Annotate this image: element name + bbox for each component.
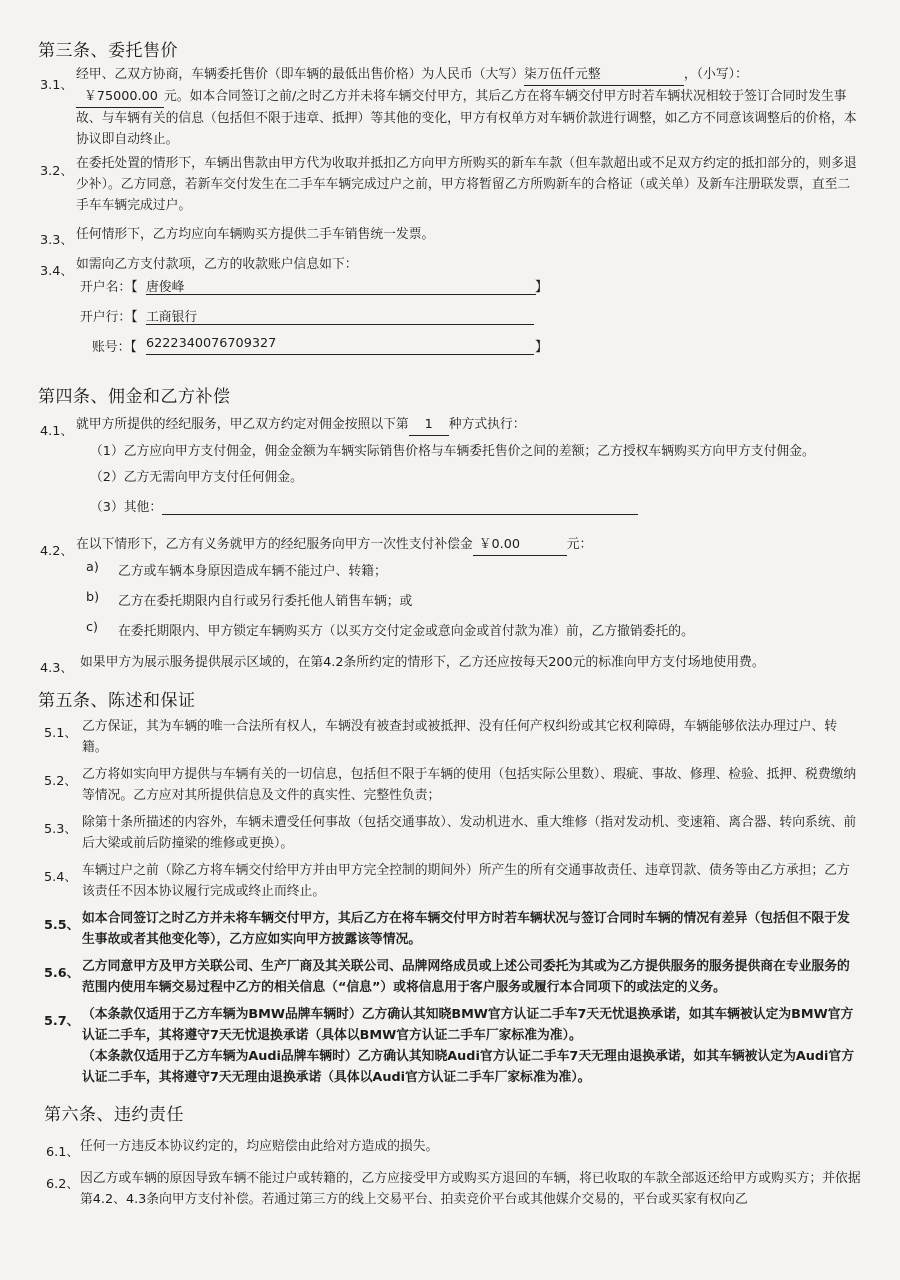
account-number-field: 6222340076709327 [146, 336, 534, 355]
commission-option-2: （2）乙方无需向甲方支付任何佣金。 [90, 470, 303, 485]
account-number-label: 账号：【 [92, 340, 137, 355]
article-5-title: 第五条、陈述和保证 [38, 691, 196, 711]
clause-5-4-number: 5.4、 [44, 870, 78, 885]
clause-3-1-text-c: 元。如本合同签订之前/之时乙方并未将车辆交付甲方，其后乙方在将车辆交付甲方时若车辆状况相较于签订合同时发生事故、与车辆有关的信息（包括但不限于违章、抵押）等其他的变化，甲方有权单方对车辆价款进行调整，如乙方不同意该调整后的价格，本协议即自动终止。 [76, 89, 857, 147]
account-bank-field: 工商银行 [146, 306, 534, 325]
clause-3-1-text-b: ，（小写）： [683, 67, 748, 82]
item-c-label: c) [86, 620, 99, 635]
clause-3-4-number: 3.4、 [40, 264, 74, 279]
clause-5-3: 除第十条所描述的内容外，车辆未遭受任何事故（包括交通事故）、发动机进水、重大维修（指对发动机、变速箱、离合器、转向系统、前后大梁或前后防撞梁的维修或更换）。 [82, 815, 857, 851]
clause-4-1-text-a: 就甲方所提供的经纪服务，甲乙双方约定对佣金按照以下第 [76, 417, 409, 432]
article-3-title: 第三条、委托售价 [38, 41, 178, 61]
account-number-close-bracket: 】 [535, 340, 548, 355]
clause-5-2-number: 5.2、 [44, 774, 78, 789]
clause-5-6: 乙方同意甲方及甲方关联公司、生产厂商及其关联公司、品牌网络成员或上述公司委托为其或为乙方提供服务的服务提供商在专业服务的范围内使用车辆交易过程中乙方的相关信息（“信息”）或将信息用于客户服务或履行本合同项下的或法定的义务。 [82, 959, 850, 995]
clause-3-4: 如需向乙方支付款项，乙方的收款账户信息如下： [76, 257, 358, 272]
clause-5-5-number: 5.5、 [44, 918, 80, 933]
clause-3-1-number: 3.1、 [40, 78, 74, 93]
clause-3-1 [76, 64, 866, 150]
commission-method-field: 1 [409, 414, 449, 436]
clause-3-1-text-a: 经甲、乙双方协商，车辆委托售价（即车辆的最低出售价格）为人民币（大写） [76, 67, 524, 82]
item-c: 在委托期限内、甲方锁定车辆购买方（以买方交付定金或意向金或首付款为准）前，乙方撤销委托的。 [118, 624, 694, 639]
clause-6-1-number: 6.1、 [46, 1145, 80, 1160]
clause-4-2 [76, 534, 861, 556]
commission-option-3 [90, 496, 650, 515]
other-method-field [162, 500, 638, 515]
clause-3-3-number: 3.3、 [40, 233, 74, 248]
account-name-field: 唐俊峰 [146, 276, 536, 295]
clause-5-2: 乙方将如实向甲方提供与车辆有关的一切信息，包括但不限于车辆的使用（包括实际公里数）、瑕疵、事故、修理、检验、抵押、税费缴纳等情况。乙方应对其所提供信息及文件的真实性、完整性负责； [82, 767, 857, 803]
clause-5-3-number: 5.3、 [44, 822, 78, 837]
clause-4-1-number: 4.1、 [40, 424, 74, 439]
account-name-label: 开户名：【 [80, 280, 138, 295]
clause-5-6-number: 5.6、 [44, 966, 80, 981]
clause-5-7-bmw: （本条款仅适用于乙方车辆为BMW品牌车辆时）乙方确认其知晓BMW官方认证二手车7天无忧退换承诺，如其车辆被认定为BMW官方认证二手车，其将遵守7天无忧退换承诺（具体以BMW官方认证二手车厂家标准为准）。 [82, 1007, 854, 1043]
compensation-amount-field: ￥0.00 [473, 534, 567, 556]
commission-option-1: （1）乙方应向甲方支付佣金，佣金金额为车辆实际销售价格与车辆委托售价之间的差额；乙方授权车辆购买方向甲方支付佣金。 [90, 444, 815, 459]
clause-5-1: 乙方保证，其为车辆的唯一合法所有权人，车辆没有被查封或被抵押、没有任何产权纠纷或其它权利障碍，车辆能够依法办理过户、转籍。 [82, 719, 838, 755]
commission-option-3-label: （3）其他： [90, 500, 163, 515]
clause-4-1-text-b: 种方式执行： [448, 417, 526, 432]
clause-6-2: 因乙方或车辆的原因导致车辆不能过户或转籍的，乙方应接受甲方或购买方退回的车辆，将已收取的车款全部返还给甲方或购买方；并依据第4.2、4.3条向甲方支付补偿。若通过第三方的线上交易平台、拍卖竞价平台或其他媒介交易的，平台或买家有权向乙 [80, 1171, 861, 1207]
clause-4-1 [76, 414, 861, 436]
article-4-title: 第四条、佣金和乙方补偿 [38, 387, 231, 407]
item-b-label: b) [86, 590, 100, 605]
account-bank-row [80, 306, 550, 326]
clause-6-2-number: 6.2、 [46, 1177, 80, 1192]
account-name-close-bracket: 】 [535, 280, 548, 295]
clause-3-2-number: 3.2、 [40, 164, 74, 179]
item-b: 乙方在委托期限内自行或另行委托他人销售车辆；或 [118, 594, 413, 609]
price-in-figures-field: ￥75000.00 [76, 86, 164, 108]
price-in-words-field: 柒万伍仟元整 [524, 64, 684, 86]
account-number-row [80, 336, 550, 356]
clause-4-3-number: 4.3、 [40, 661, 74, 676]
clause-4-2-text-b: 元： [566, 537, 593, 552]
clause-3-3: 任何情形下，乙方均应向车辆购买方提供二手车销售统一发票。 [76, 227, 435, 242]
item-a: 乙方或车辆本身原因造成车辆不能过户、转籍； [118, 564, 387, 579]
account-bank-label: 开户行：【 [80, 310, 138, 325]
clause-6-1: 任何一方违反本协议约定的，均应赔偿由此给对方造成的损失。 [80, 1139, 439, 1154]
clause-4-2-text-a: 在以下情形下，乙方有义务就甲方的经纪服务向甲方一次性支付补偿金 [76, 537, 473, 552]
clause-4-2-number: 4.2、 [40, 544, 74, 559]
clause-5-4: 车辆过户之前（除乙方将车辆交付给甲方并由甲方完全控制的期间外）所产生的所有交通事故责任、违章罚款、债务等由乙方承担；乙方该责任不因本协议履行完成或终止而终止。 [82, 863, 850, 899]
clause-5-7-audi: （本条款仅适用于乙方车辆为Audi品牌车辆时）乙方确认其知晓Audi官方认证二手车7天无理由退换承诺，如其车辆被认定为Audi官方认证二手车，其将遵守7天无理由退换承诺（具体以Audi官方认证二手车厂家标准为准）。 [82, 1049, 855, 1085]
clause-3-2: 在委托处置的情形下，车辆出售款由甲方代为收取并抵扣乙方向甲方所购买的新车车款（但车款超出或不足双方约定的抵扣部分的，则多退少补）。乙方同意，若新车交付发生在二手车车辆完成过户之前，甲方将暂留乙方所购新车的合格证（或关单）及新车注册联发票，直至二手车车辆完成过户。 [76, 156, 857, 213]
clause-5-5: 如本合同签订之时乙方并未将车辆交付甲方，其后乙方在将车辆交付甲方时若车辆状况与签订合同时车辆的情况有差异（包括但不限于发生事故或者其他变化等），乙方应如实向甲方披露该等情况。 [82, 911, 850, 947]
clause-5-1-number: 5.1、 [44, 726, 78, 741]
account-name-row [80, 276, 550, 296]
article-6-title: 第六条、违约责任 [44, 1105, 184, 1125]
item-a-label: a) [86, 560, 99, 575]
clause-5-7-number: 5.7、 [44, 1014, 80, 1029]
clause-4-3: 如果甲方为展示服务提供展示区域的，在第4.2条所约定的情形下，乙方还应按每天200元的标准向甲方支付场地使用费。 [80, 655, 765, 670]
